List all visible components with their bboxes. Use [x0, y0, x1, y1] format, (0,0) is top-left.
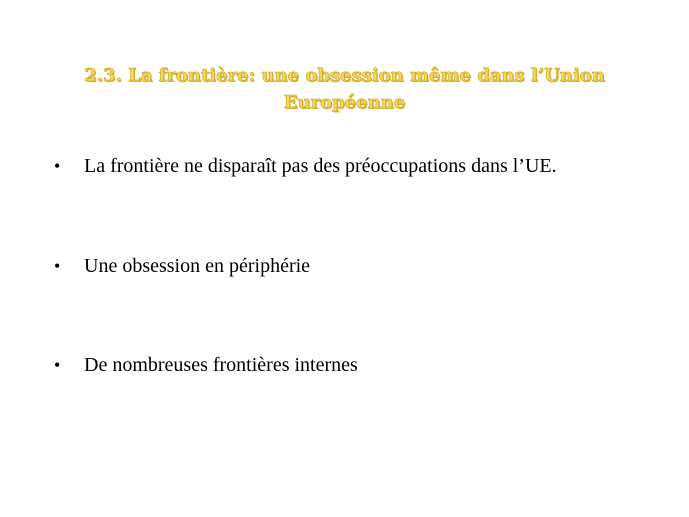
bullet-item — [54, 255, 674, 278]
slide-title — [40, 62, 649, 116]
bullet-item — [54, 155, 674, 178]
slide-title-line-2: Européenne — [283, 92, 406, 113]
bullet-text: La frontière ne disparaît pas des préoccupations dans l’UE. — [84, 155, 557, 177]
slide-title-line-1: 2.3. La frontière: une obsession même dans l’Union — [84, 65, 605, 86]
bullet-dot-icon: • — [54, 355, 61, 375]
bullet-item — [54, 354, 674, 377]
bullet-text: Une obsession en périphérie — [84, 255, 311, 277]
bullet-dot-icon: • — [54, 156, 61, 176]
bullet-dot-icon: • — [54, 256, 61, 276]
bullet-text: De nombreuses frontières internes — [84, 354, 358, 376]
